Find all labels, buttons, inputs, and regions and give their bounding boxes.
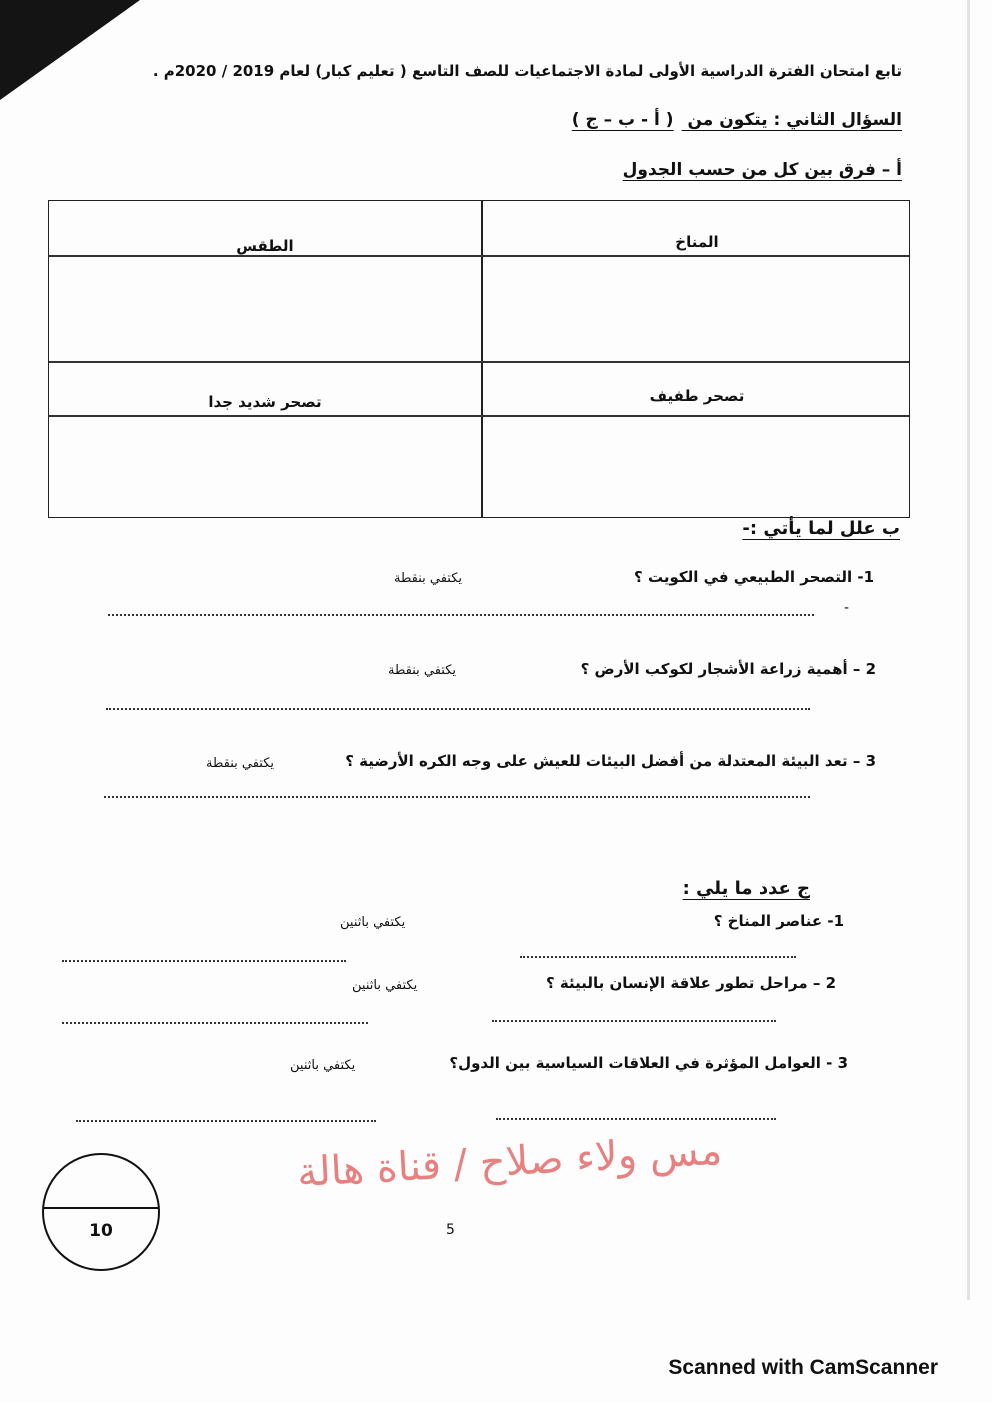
answer-dash: - bbox=[844, 600, 850, 616]
section-a-title: أ – فرق بين كل من حسب الجدول bbox=[622, 160, 902, 180]
table-divider-1 bbox=[49, 255, 909, 257]
question-2-label: السؤال الثاني : يتكون من bbox=[687, 110, 902, 130]
header-mild-desertification: تصحر طفيف bbox=[649, 387, 745, 405]
header-weather: الطقس bbox=[236, 237, 294, 255]
section-b-question-3: 3 – تعد البيئة المعتدلة من أفضل البيئات للعيش على وجه الكره الأرضية ؟ bbox=[345, 752, 876, 770]
section-c-hint-2: يكتفي باثنين bbox=[352, 978, 418, 993]
section-c-question-3: 3 - العوامل المؤثرة في العلاقات السياسية بين الدول؟ bbox=[449, 1054, 848, 1072]
answer-line bbox=[62, 1022, 368, 1024]
answer-line bbox=[76, 1120, 376, 1122]
question-2-parts: ( أ - ب – ج ) bbox=[571, 110, 674, 130]
exam-header: تابع امتحان الفترة الدراسية الأولى لمادة الاجتماعيات للصف التاسع ( تعليم كبار) لعام 2019 / 2020م . bbox=[152, 62, 902, 80]
header-climate: المناخ bbox=[675, 233, 719, 251]
scan-corner-shadow bbox=[0, 0, 140, 100]
header-severe-desertification: تصحر شديد جدا bbox=[208, 393, 322, 411]
scan-edge bbox=[967, 0, 970, 1300]
answer-line bbox=[108, 614, 814, 616]
total-score: 10 bbox=[89, 1221, 113, 1241]
section-c-hint-1: يكتفي باثنين bbox=[340, 915, 406, 930]
section-c-question-1: 1- عناصر المناخ ؟ bbox=[713, 912, 844, 930]
answer-line bbox=[496, 1118, 776, 1120]
answer-line bbox=[106, 708, 810, 710]
section-b-question-2: 2 – أهمية زراعة الأشجار لكوكب الأرض ؟ bbox=[580, 660, 876, 678]
section-c-question-2: 2 – مراحل تطور علاقة الإنسان بالبيئة ؟ bbox=[546, 974, 836, 992]
section-b-title: ب علل لما يأتي :- bbox=[742, 518, 900, 539]
answer-line bbox=[62, 960, 346, 962]
score-circle-divider bbox=[44, 1207, 158, 1209]
section-b-hint-3: يكتفي بنقطة bbox=[206, 756, 275, 771]
section-b-hint-2: يكتفي بنقطة bbox=[388, 663, 457, 678]
question-2-title bbox=[572, 110, 902, 130]
table-divider-2 bbox=[49, 361, 909, 363]
section-c-hint-3: يكتفي باثنين bbox=[290, 1058, 356, 1073]
section-c-title: ج عدد ما يلي : bbox=[682, 878, 810, 899]
answer-line bbox=[104, 796, 810, 798]
answer-line bbox=[520, 956, 796, 958]
answer-line bbox=[492, 1020, 776, 1022]
watermark: مس ولاء صلاح / قناة هالة bbox=[296, 1127, 724, 1196]
score-circle bbox=[42, 1153, 160, 1271]
section-b-hint-1: يكتفي بنقطة bbox=[394, 571, 463, 586]
section-b-question-1: 1- التصحر الطبيعي في الكويت ؟ bbox=[634, 568, 874, 586]
scanner-footer: Scanned with CamScanner bbox=[668, 1356, 938, 1379]
page-number: 5 bbox=[446, 1222, 455, 1238]
table-divider-3 bbox=[49, 415, 909, 417]
comparison-table bbox=[48, 200, 910, 518]
